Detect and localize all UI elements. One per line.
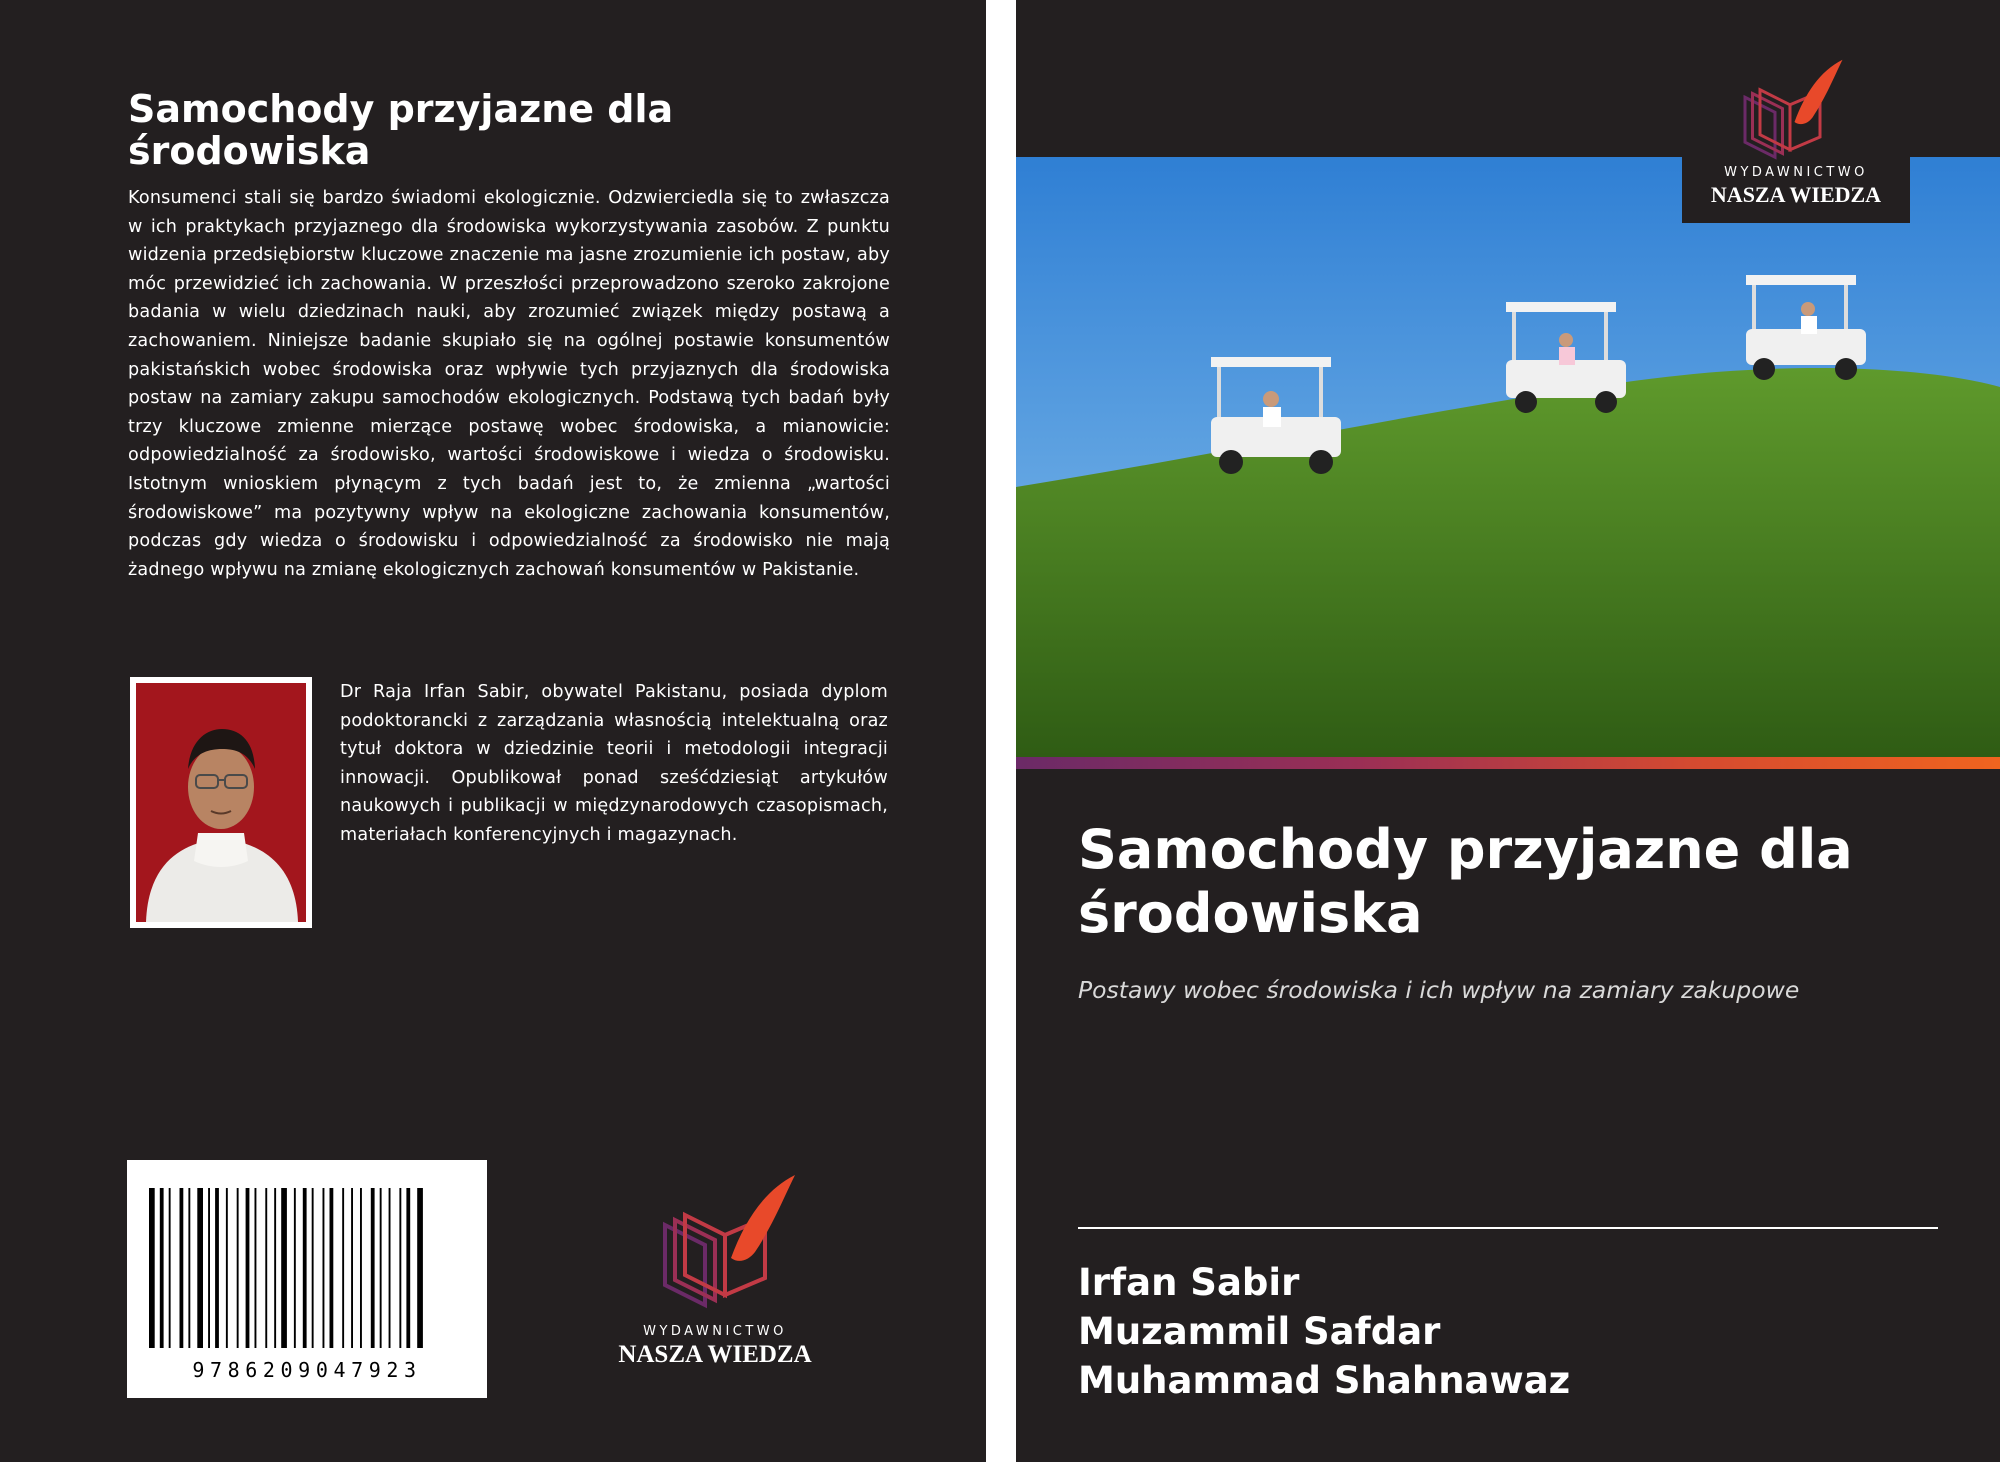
barcode-bar — [371, 1188, 375, 1348]
front-cover-divider — [1078, 1227, 1938, 1229]
front-publisher-logo — [1682, 40, 1910, 223]
back-cover-blurb: Konsumenci stali się bardzo świadomi ekologicznie. Odzwierciedla się to zwłaszcza w ich praktykach przyjaznego dla środowiska wykorzystywania zasobów. Z punktu widzenia przedsiębiorstw kluczowe znaczenie ma jasne zrozumienie ich postaw, aby móc przewidzieć ich zachowania. W przeszłości przeprowadzono szeroko zakrojone badania w wielu dziedzinach nauki, aby zrozumieć związek między postawą a zachowaniem. Niniejsze badanie skupiało się na ogólnej postawie konsumentów pakistańskich wobec środowiska oraz wpływie tych przyjaznych dla środowiska postaw na zamiary zakupu samochodów ekologicznych. Podstawą tych badań były trzy kluczowe zmienne mierzące postawę wobec środowiska, a mianowicie: odpowiedzialność za środowisko, wartości środowiskowe i wiedza o środowisku. Istotnym wnioskiem płynącym z tych badań jest to, że zmienna „wartości środowiskowe” ma pozytywny wpływ na ekologiczne zachowania konsumentów, podczas gdy wiedza o środowisku i odpowiedzialność za środowisko nie mają żadnego wpływu na zmianę ekologicznych zachowań konsumentów w Pakistanie. — [128, 188, 890, 580]
back-logo-line2: NASZA WIEDZA — [618, 1341, 812, 1368]
front-cover-title: Samochody przyjazne dla środowiska — [1078, 818, 1853, 945]
barcode-bar — [406, 1188, 410, 1348]
author-photo — [130, 677, 312, 928]
author-name: Muhammad Shahnawaz — [1078, 1359, 1571, 1402]
barcode-bar — [237, 1188, 239, 1348]
barcode-bar — [380, 1188, 382, 1348]
barcode-bar — [246, 1188, 250, 1348]
barcode-bar — [281, 1188, 287, 1348]
barcode-bar — [180, 1188, 184, 1348]
author-bio: Dr Raja Irfan Sabir, obywatel Pakistanu, posiada dyplom podoktorancki z zarządzania własnością intelektualną oraz tytuł doktora w dziedzinie teorii i metodologii integracji innowacji. Opublikował ponad sześćdziesiąt artykułów naukowych i publikacji w międzynarodowych czasopismach, materiałach konferencyjnych i magazynach. — [340, 682, 888, 845]
barcode-bar — [265, 1188, 267, 1348]
isbn-barcode — [127, 1160, 487, 1398]
barcode-bar — [160, 1188, 164, 1348]
author-name: Irfan Sabir — [1078, 1261, 1300, 1304]
publisher-logo-icon — [1682, 40, 1910, 223]
publisher-logo-icon — [590, 1170, 840, 1370]
barcode-bar — [389, 1188, 391, 1348]
barcode-bar — [169, 1188, 171, 1348]
barcode-bar — [208, 1188, 210, 1348]
front-logo-line1: WYDAWNICTWO — [1724, 165, 1868, 180]
barcode-bar — [330, 1188, 334, 1348]
front-cover-subtitle: Postawy wobec środowiska i ich wpływ na zamiary zakupowe — [1078, 976, 1800, 1004]
barcode-bar — [399, 1188, 401, 1348]
author-portrait-icon — [136, 683, 306, 922]
barcode-bar — [417, 1188, 423, 1348]
barcode-bar — [274, 1188, 276, 1348]
barcode-bar — [342, 1188, 344, 1348]
golf-carts-photo — [1016, 157, 2000, 757]
barcode-bar — [188, 1188, 190, 1348]
barcode-bar — [360, 1188, 362, 1348]
author-name: Muzammil Safdar — [1078, 1310, 1441, 1353]
barcode-bar — [215, 1188, 219, 1348]
barcode-bar — [351, 1188, 353, 1348]
barcode-bar — [312, 1188, 314, 1348]
cover-photo — [1016, 157, 2000, 757]
barcode-bar — [323, 1188, 325, 1348]
barcode-bar — [303, 1188, 307, 1348]
barcode-bar — [197, 1188, 203, 1348]
front-cover — [1016, 0, 2000, 1462]
back-publisher-logo — [590, 1170, 840, 1370]
barcode-bar — [294, 1188, 296, 1348]
barcode-bar — [226, 1188, 228, 1348]
accent-stripe — [1016, 757, 2000, 769]
back-cover-title: Samochody przyjazne dla środowiska — [128, 87, 674, 173]
isbn-digits: 9786209047923 — [192, 1358, 422, 1382]
back-logo-line1: WYDAWNICTWO — [643, 1324, 787, 1339]
back-cover — [0, 0, 986, 1462]
barcode-bar — [255, 1188, 257, 1348]
barcode-bar — [149, 1188, 155, 1348]
front-logo-line2: NASZA WIEDZA — [1710, 182, 1882, 207]
author-list — [1078, 1258, 1958, 1405]
